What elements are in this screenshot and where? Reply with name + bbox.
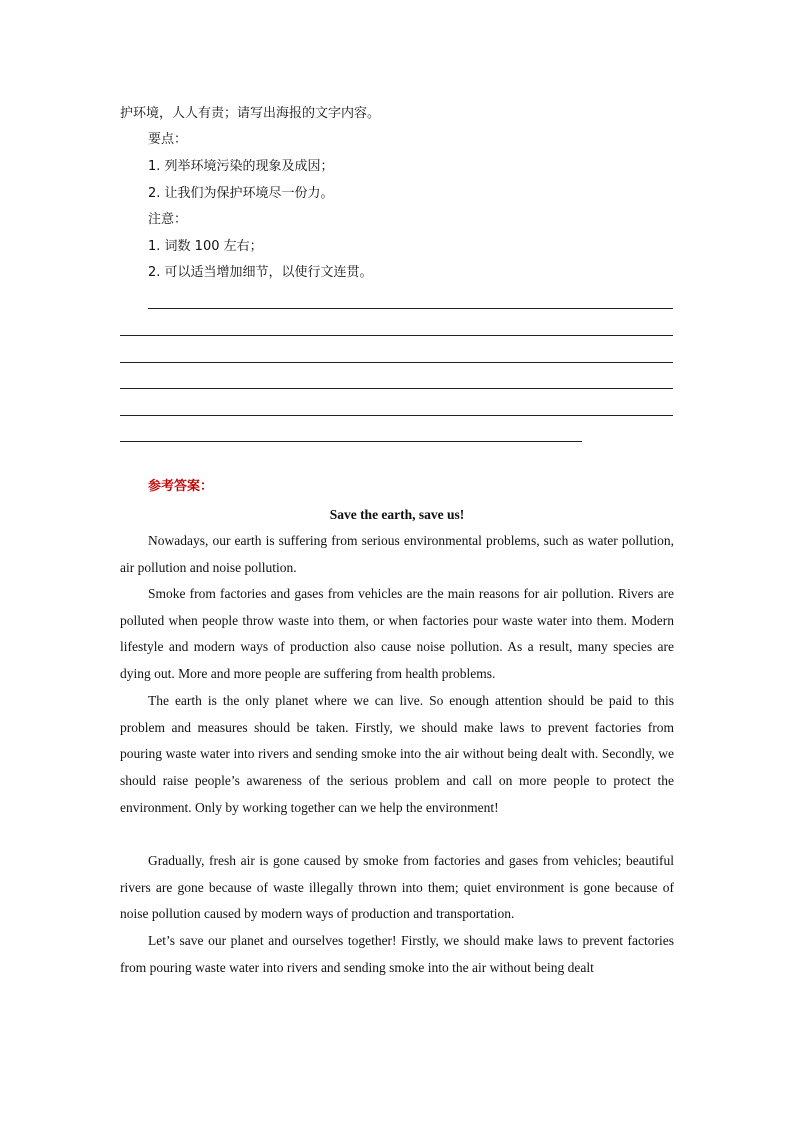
- points-label: 要点：: [148, 132, 188, 147]
- answer-label: 参考答案：: [148, 479, 214, 494]
- essay-paragraph: Gradually, fresh air is gone caused by smoke from factories and gases from vehicles; beautiful rivers are gone because of waste illegally thrown into them; quiet environment is gone because of noise pollution caused by modern ways of production and transportation.: [120, 853, 674, 922]
- note-2: 2. 可以适当增加细节，以使行文连贯。: [148, 265, 373, 280]
- essay-paragraph: The earth is the only planet where we can live. So enough attention should be paid to this problem and measures should be taken. Firstly, we should make laws to prevent factories from pouring waste water into rivers and sending smoke into the air without being dealt with. Secondly, we should raise people’s awareness of the serious problem and call on more people to protect the environment. Only by working together can we help the environment!: [120, 693, 674, 815]
- essay-paragraph: Nowadays, our earth is suffering from serious environmental problems, such as water pollution, air pollution and noise pollution.: [120, 533, 674, 575]
- essay-paragraph: Smoke from factories and gases from vehicles are the main reasons for air pollution. Rivers are polluted when people throw waste into them, or when factories pour waste water into them. Modern lifestyle and modern ways of production also cause noise pollution. As a result, many species are dying out. More and more people are suffering from health problems.: [120, 586, 674, 682]
- writing-line: [120, 335, 673, 336]
- notes-label: 注意：: [148, 212, 188, 227]
- note-1: 1. 词数 100 左右；: [148, 239, 263, 254]
- writing-line: [120, 362, 673, 363]
- point-2: 2. 让我们为保护环境尽一份力。: [148, 186, 334, 201]
- writing-line: [148, 308, 673, 309]
- writing-line: [120, 441, 582, 442]
- essay-title: Save the earth, save us!: [329, 507, 465, 522]
- prompt-intro: 护环境，人人有责；请写出海报的文字内容。: [120, 106, 381, 121]
- essay-paragraph: Let’s save our planet and ourselves together! Firstly, we should make laws to prevent factories from pouring waste water into rivers and sending smoke into the air without being dealt: [120, 933, 674, 975]
- writing-line: [120, 415, 673, 416]
- point-1: 1. 列举环境污染的现象及成因；: [148, 159, 334, 174]
- writing-line: [120, 388, 673, 389]
